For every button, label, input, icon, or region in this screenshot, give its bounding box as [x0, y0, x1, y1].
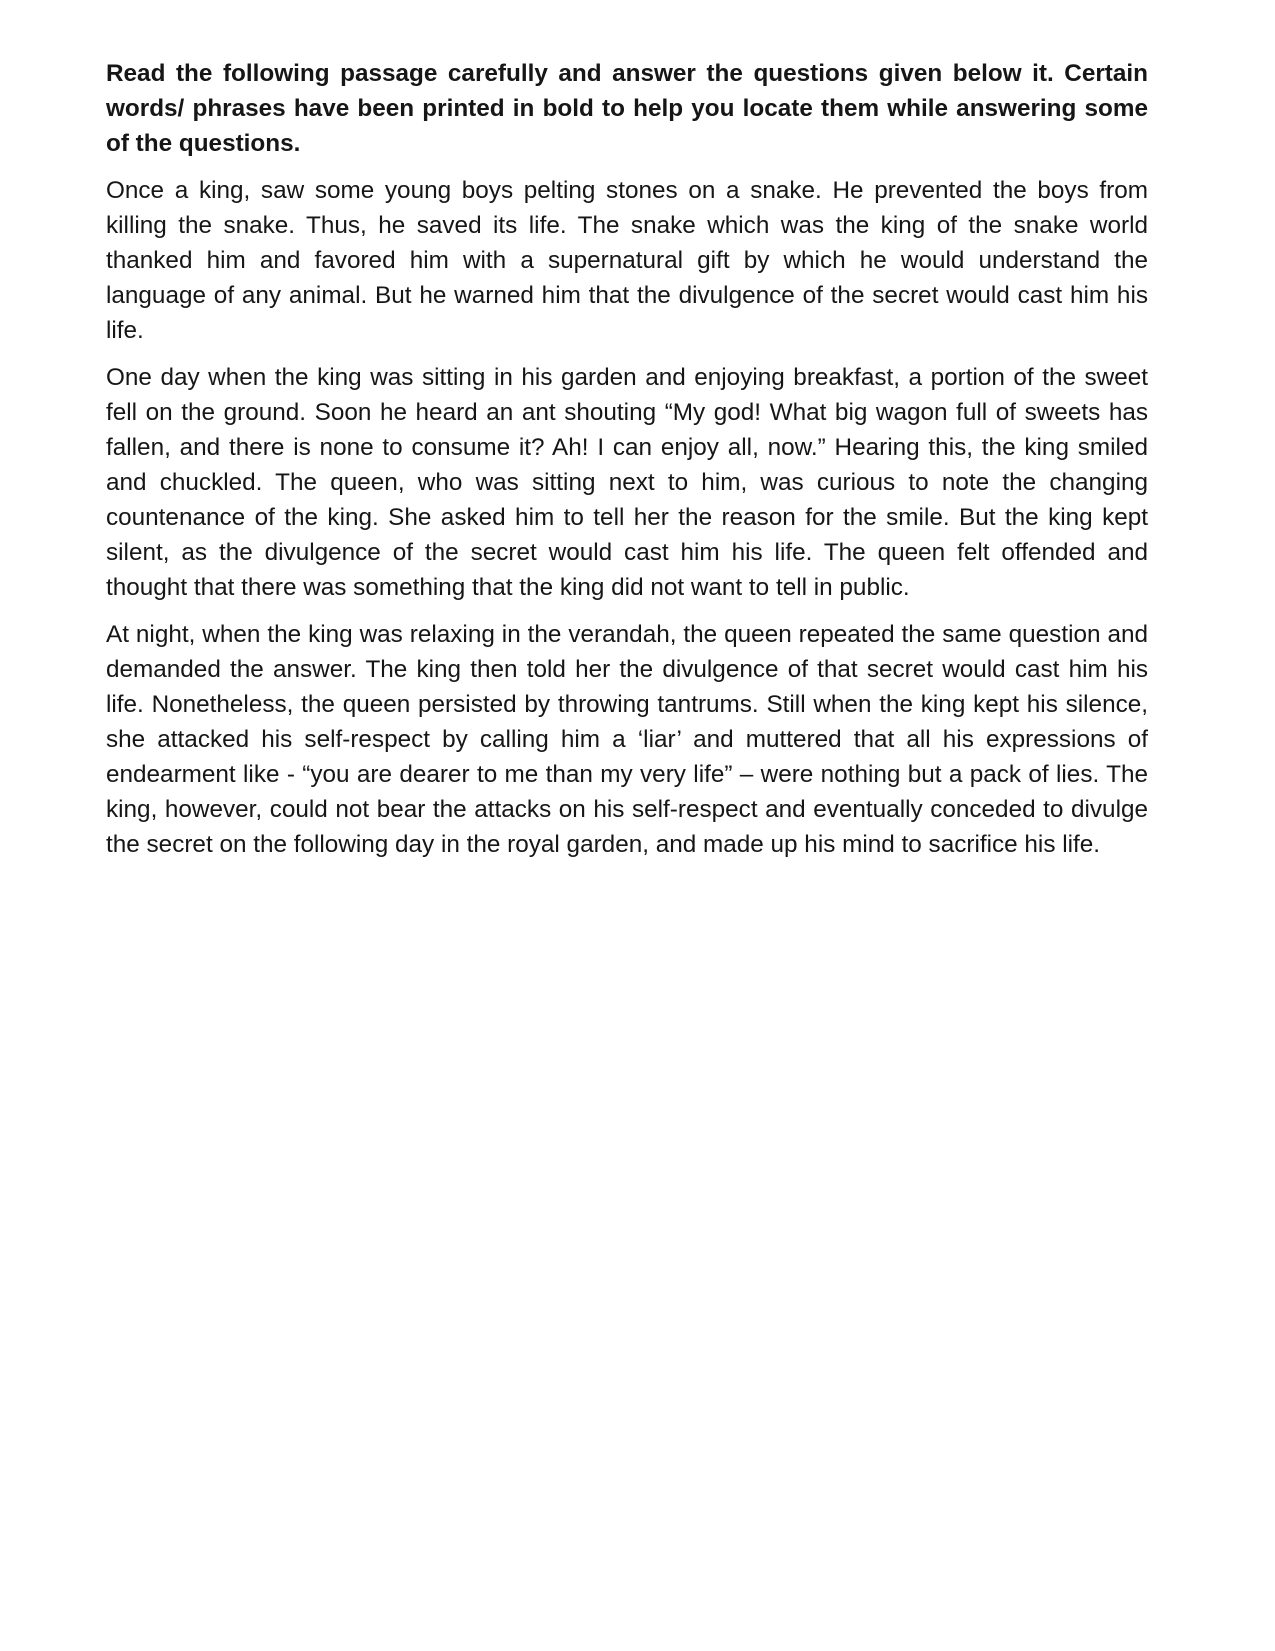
paragraph-ant-breakfast: One day when the king was sitting in his garden and enjoying breakfast, a portion of the sweet fell on the ground. Soon he heard an ant shouting “My god! What big wagon full of sweets has fallen, and there is none to consume it? Ah! I can enjoy all, now.” Hearing this, the king smiled and chuckled. The queen, who was sitting next to him, was curious to note the changing countenance of the king. She asked him to tell her the reason for the smile. But the king kept silent, as the divulgence of the secret would cast him his life. The queen felt offended and thought that there was something that the king did not want to tell in public. — [106, 364, 1148, 601]
passage-page — [106, 56, 1148, 874]
paragraph-snake-gift: Once a king, saw some young boys pelting stones on a snake. He prevented the boys from killing the snake. Thus, he saved its life. The snake which was the king of the snake world thanked him and favored him with a supernatural gift by which he would understand the language of any animal. But he warned him that the divulgence of the secret would cast him his life. — [106, 177, 1148, 344]
instructions-heading: Read the following passage carefully and answer the questions given below it. Certain words/ phrases have been printed in bold to help you locate them while answering some of the questions. — [106, 60, 1148, 157]
paragraph-queen-demand: At night, when the king was relaxing in the verandah, the queen repeated the same question and demanded the answer. The king then told her the divulgence of that secret would cast him his life. Nonetheless, the queen persisted by throwing tantrums. Still when the king kept his silence, she attacked his self-respect by calling him a ‘liar’ and muttered that all his expressions of endearment like - “you are dearer to me than my very life” – were nothing but a pack of lies. The king, however, could not bear the attacks on his self-respect and eventually conceded to divulge the secret on the following day in the royal garden, and made up his mind to sacrifice his life. — [106, 621, 1148, 858]
